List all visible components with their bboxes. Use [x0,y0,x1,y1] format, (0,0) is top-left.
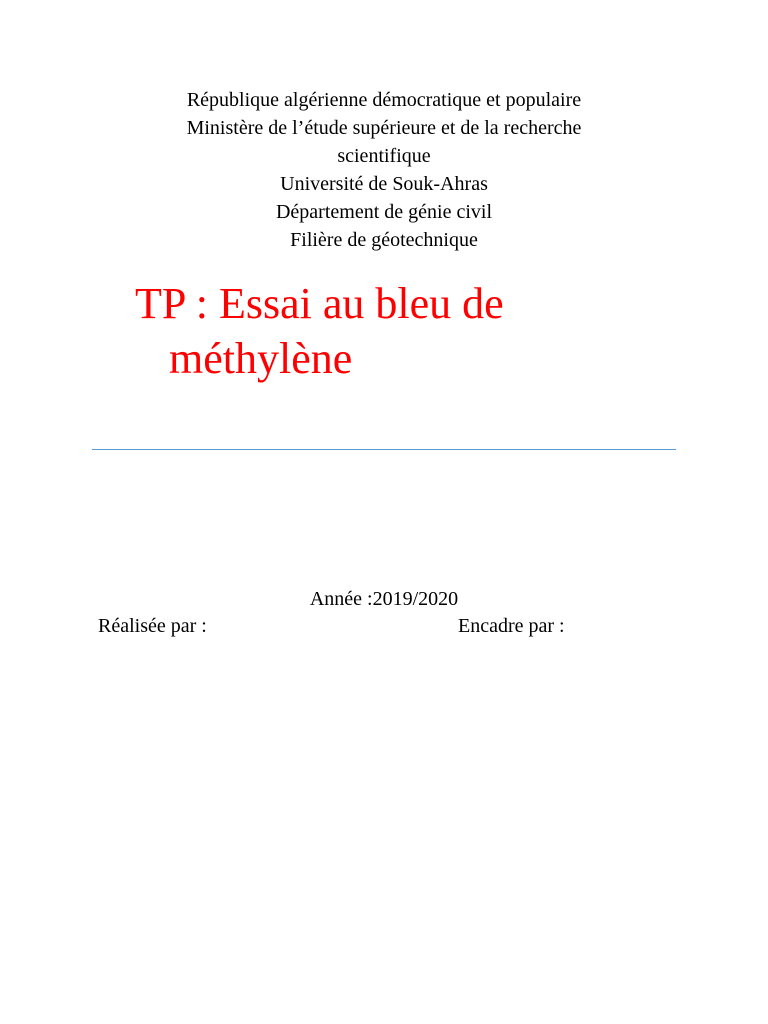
ministry-line-continued: scientifique [337,145,431,167]
field-line: Filière de géotechnique [290,229,478,251]
institution-header [0,86,768,254]
title-line-1: TP : Essai au bleu de [135,279,504,328]
republic-line: République algérienne démocratique et populaire [186,89,582,111]
supervised-by-label: Encadre par : [458,615,565,637]
department-line: Département de génie civil [275,201,492,223]
realised-by-label: Réalisée par : [98,615,207,637]
title-line-2: méthylène [169,334,353,383]
ministry-line: Ministère de l’étude supérieure et de la recherche [186,117,582,139]
academic-year: Année :2019/2020 [309,588,459,610]
university-line: Université de Souk-Ahras [280,173,488,195]
horizontal-separator [92,449,676,450]
